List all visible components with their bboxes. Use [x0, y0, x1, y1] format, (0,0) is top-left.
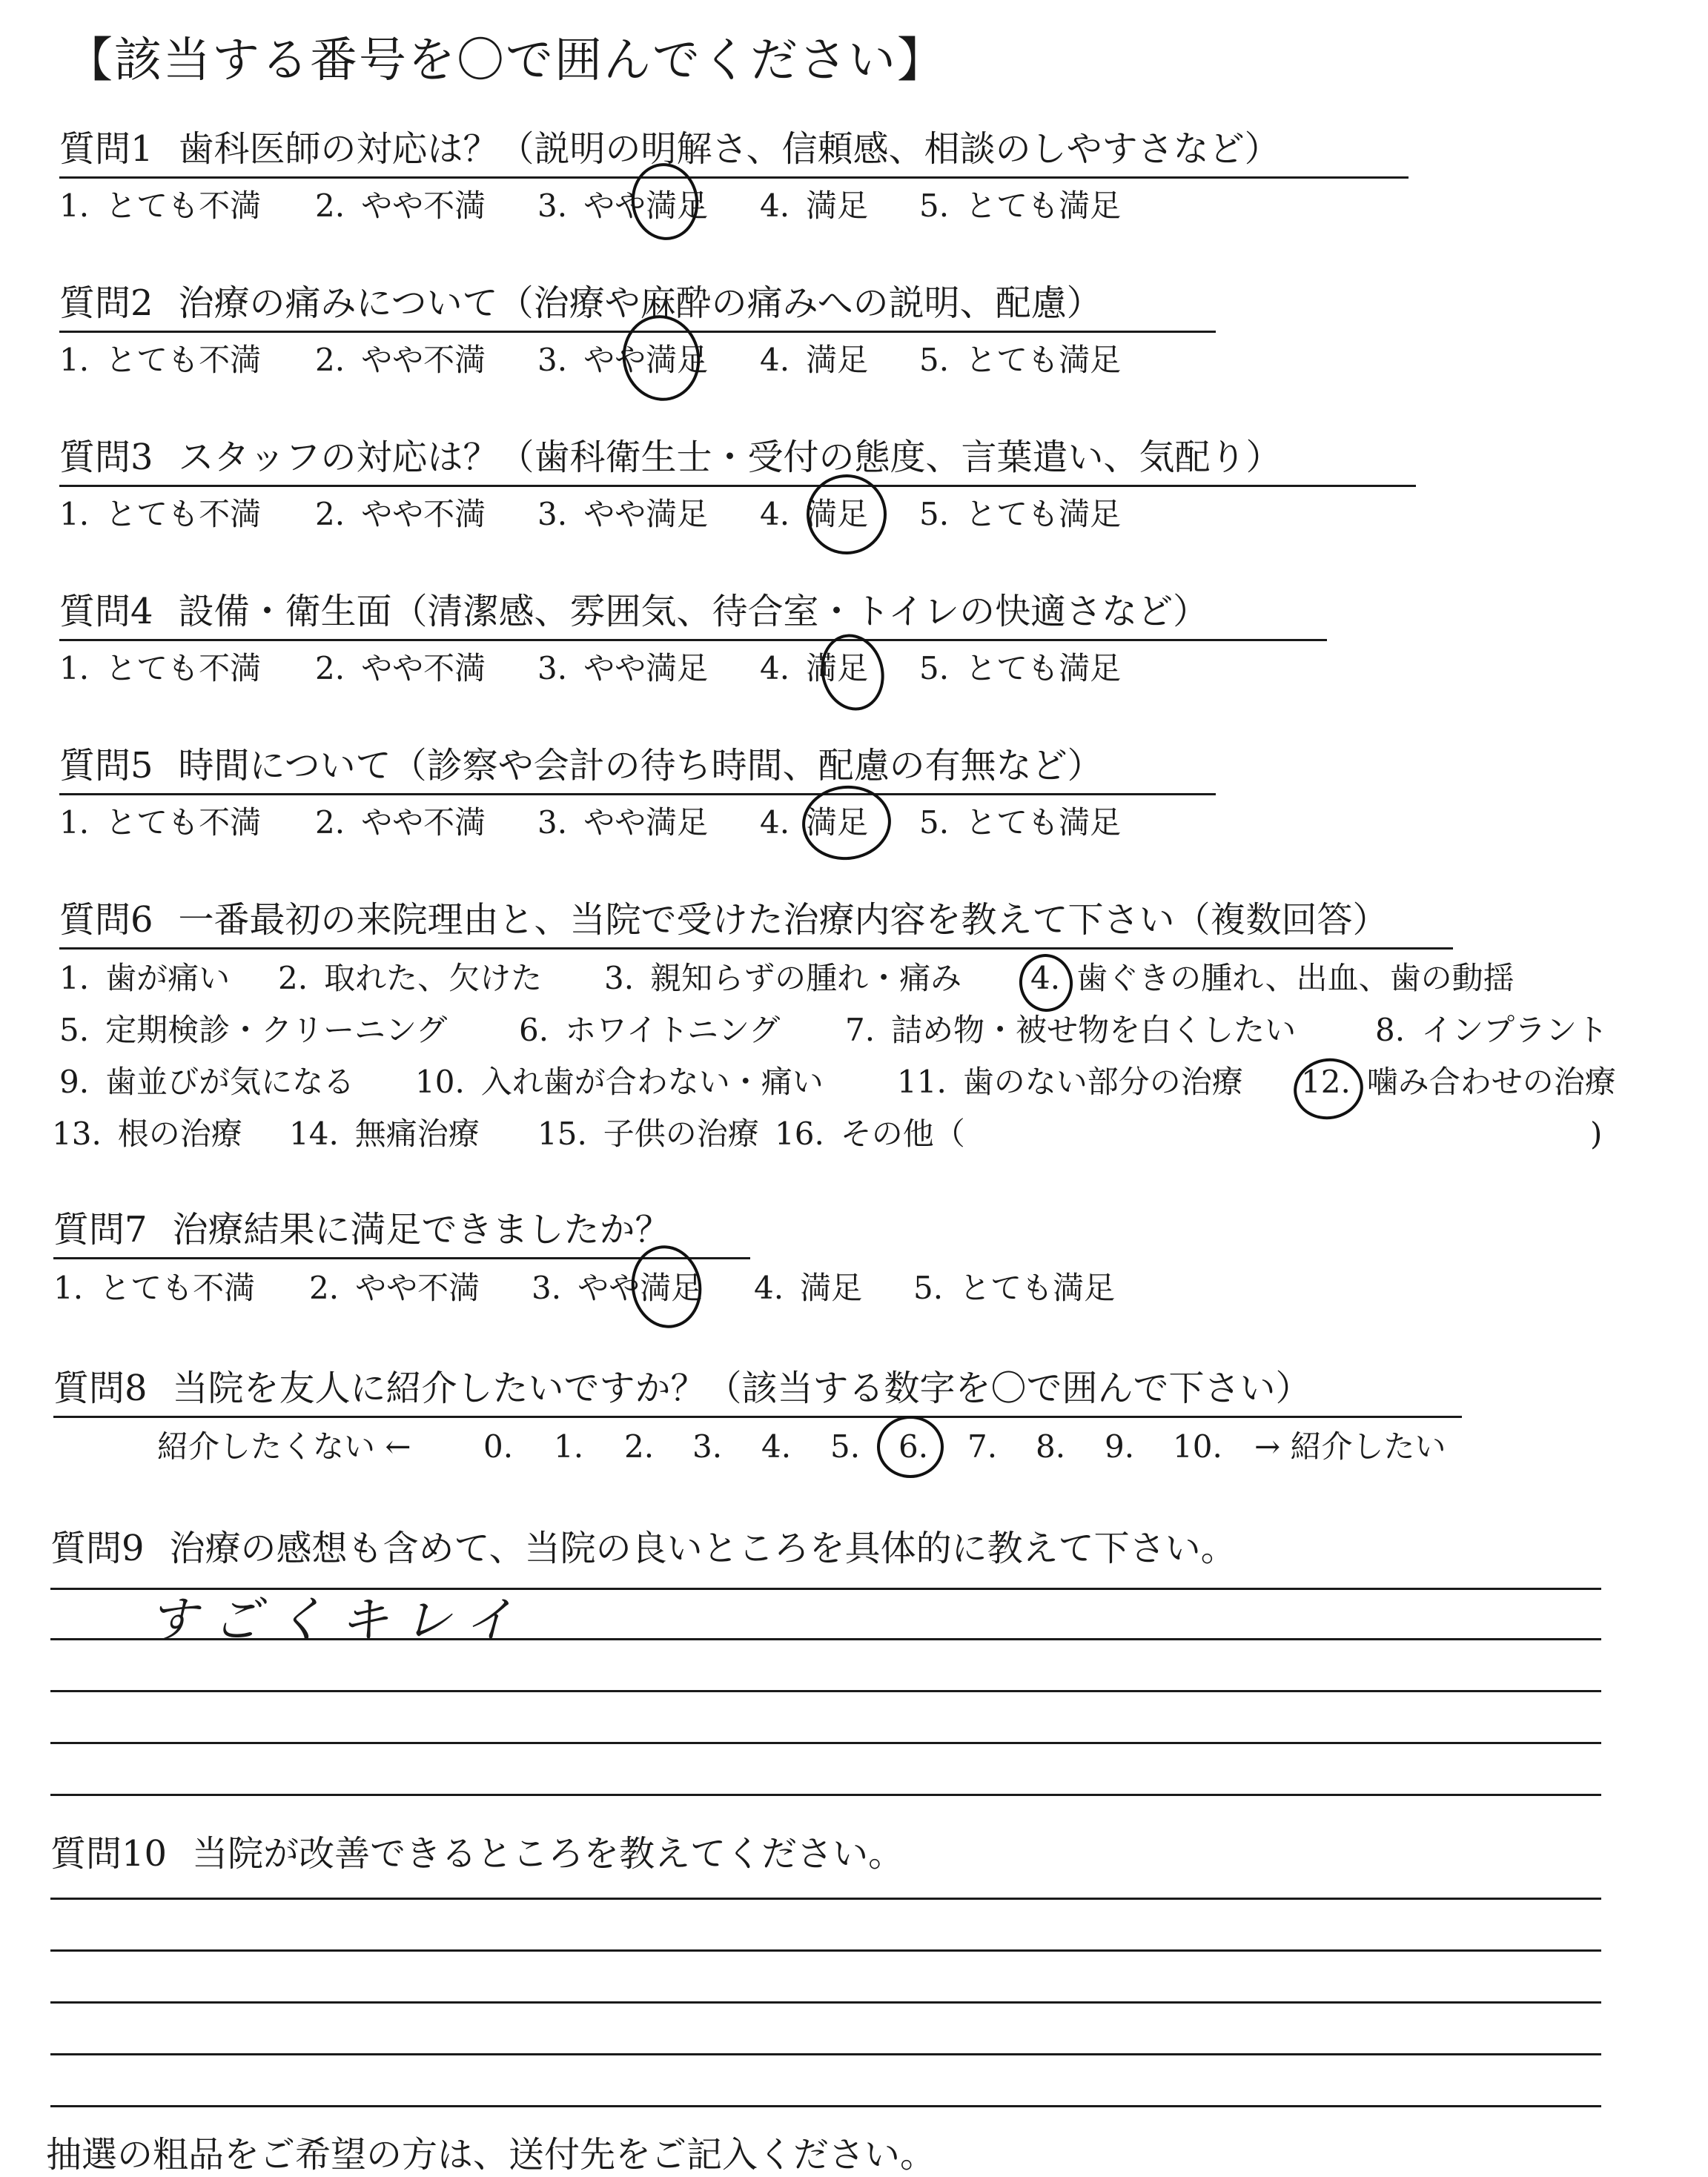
- q3-option-1[interactable]: 1. とても不満: [59, 496, 262, 532]
- q8-score-2[interactable]: 2.: [624, 1428, 655, 1465]
- q4-option-1[interactable]: 1. とても不満: [59, 650, 262, 686]
- q8-score-8[interactable]: 8.: [1036, 1428, 1066, 1465]
- question-9-title: [50, 1525, 1237, 1576]
- question-6-text: 一番最初の来院理由と、当院で受けた治療内容を教えて下さい（複数回答）: [178, 899, 1388, 941]
- question-5-title: [59, 743, 1216, 795]
- q7-option-4[interactable]: 4. 満足: [754, 1270, 863, 1306]
- question-2-title: [59, 280, 1216, 333]
- q2-option-1[interactable]: 1. とても不満: [59, 342, 262, 378]
- q4-option-3[interactable]: 3. やや満足: [537, 650, 709, 686]
- q6-option-4[interactable]: 4. 歯ぐきの腫れ、出血、歯の動揺: [1030, 960, 1515, 996]
- question-1-options: [59, 185, 1320, 230]
- q5-option-1[interactable]: 1. とても不満: [59, 804, 262, 841]
- q7-option-3[interactable]: 3. やや満足: [532, 1270, 703, 1306]
- question-6-options-row-3: [59, 1061, 1646, 1106]
- q8-score-3[interactable]: 3.: [692, 1428, 723, 1465]
- q2-option-2[interactable]: 2. やや不満: [315, 342, 486, 378]
- q8-score-6[interactable]: 6.: [898, 1428, 929, 1465]
- question-7-options: [53, 1268, 1314, 1312]
- question-6-options-row-1: [59, 958, 1616, 1002]
- q5-option-3[interactable]: 3. やや満足: [537, 804, 709, 841]
- q1-option-3[interactable]: 3. やや満足: [537, 188, 709, 224]
- q6-option-11[interactable]: 11. 歯のない部分の治療: [897, 1064, 1243, 1100]
- question-4-number: 質問4: [59, 591, 153, 632]
- q8-score-7[interactable]: 7.: [967, 1428, 998, 1465]
- question-4-options: [59, 648, 1320, 692]
- question-6-title: [59, 897, 1453, 950]
- q2-option-4[interactable]: 4. 満足: [760, 342, 869, 378]
- q8-score-0[interactable]: 0.: [483, 1428, 514, 1465]
- question-6-options-row-4: [52, 1113, 1609, 1158]
- q5-option-5[interactable]: 5. とても満足: [919, 804, 1122, 841]
- question-4-text: 設備・衛生面（清潔感、雰囲気、待合室・トイレの快適さなど）: [178, 591, 1209, 632]
- q10-answer-line-1[interactable]: [50, 1898, 1601, 1900]
- question-2-options: [59, 339, 1320, 384]
- q6-option-14[interactable]: 14. 無痛治療: [289, 1116, 480, 1152]
- q10-answer-line-2[interactable]: [50, 1949, 1601, 1952]
- q7-option-5[interactable]: 5. とても満足: [913, 1270, 1116, 1306]
- question-2-text: 治療の痛みについて（治療や麻酔の痛みへの説明、配慮）: [178, 282, 1102, 324]
- q7-option-1[interactable]: 1. とても不満: [53, 1270, 256, 1306]
- question-4-title: [59, 589, 1327, 641]
- q1-option-2[interactable]: 2. やや不満: [315, 188, 486, 224]
- q6-option-12[interactable]: 12. 噛み合わせの治療: [1301, 1064, 1616, 1100]
- question-8-text: 当院を友人に紹介したいですか？（該当する数字を〇で囲んで下さい）: [172, 1368, 1311, 1409]
- q6-option-7[interactable]: 7. 詰め物・被せ物を白くしたい: [845, 1012, 1297, 1048]
- question-10-title: [50, 1831, 904, 1881]
- q5-option-4[interactable]: 4. 満足: [760, 804, 869, 841]
- q1-option-4[interactable]: 4. 満足: [760, 188, 869, 224]
- question-9-number: 質問9: [50, 1528, 145, 1569]
- question-1-text: 歯科医師の対応は？（説明の明解さ、信頼感、相談のしやすさなど）: [178, 128, 1280, 170]
- question-1-number: 質問1: [59, 128, 153, 170]
- q10-answer-line-5[interactable]: [50, 2105, 1601, 2107]
- q6-option-15[interactable]: 15. 子供の治療: [537, 1116, 759, 1152]
- q6-option-8[interactable]: 8. インプラント: [1375, 1012, 1609, 1048]
- q8-score-9[interactable]: 9.: [1105, 1428, 1135, 1465]
- question-8-scale: [157, 1426, 1492, 1471]
- q9-answer-line-4[interactable]: [50, 1742, 1601, 1744]
- prize-request-note: 抽選の粗品をご希望の方は、送付先をご記入ください。: [46, 2134, 936, 2176]
- q10-answer-line-4[interactable]: [50, 2053, 1601, 2055]
- q3-option-4[interactable]: 4. 満足: [760, 496, 869, 532]
- q2-option-5[interactable]: 5. とても満足: [919, 342, 1122, 378]
- question-8-title: [53, 1365, 1462, 1418]
- question-6-options-row-2: [59, 1010, 1616, 1054]
- q6-option-16[interactable]: 16. その他（: [775, 1116, 965, 1152]
- question-3-number: 質問3: [59, 437, 153, 478]
- question-7-text: 治療結果に満足できましたか？: [172, 1209, 671, 1250]
- q6-option-10[interactable]: 10. 入れ歯が合わない・痛い: [415, 1064, 824, 1100]
- q6-option-5[interactable]: 5. 定期検診・クリーニング: [59, 1012, 448, 1048]
- q6-option-1[interactable]: 1. 歯が痛い: [59, 960, 231, 996]
- question-3-options: [59, 494, 1320, 538]
- question-7-number: 質問7: [53, 1209, 148, 1250]
- q8-score-4[interactable]: 4.: [761, 1428, 792, 1465]
- q8-left-label: 紹介したくない ←: [157, 1428, 411, 1465]
- question-2-number: 質問2: [59, 282, 153, 324]
- q7-option-2[interactable]: 2. やや不満: [309, 1270, 480, 1306]
- q6-option-6[interactable]: 6. ホワイトニング: [519, 1012, 781, 1048]
- q2-option-3[interactable]: 3. やや満足: [537, 342, 709, 378]
- question-9-text: 治療の感想も含めて、当院の良いところを具体的に教えて下さい。: [169, 1528, 1237, 1569]
- question-5-text: 時間について（診察や会計の待ち時間、配慮の有無など）: [178, 745, 1103, 786]
- q9-handwritten-answer: すごくキレイ: [148, 1591, 529, 1649]
- q1-option-1[interactable]: 1. とても不満: [59, 188, 262, 224]
- q6-option-9[interactable]: 9. 歯並びが気になる: [59, 1064, 355, 1100]
- q3-option-3[interactable]: 3. やや満足: [537, 496, 709, 532]
- q9-answer-line-3[interactable]: [50, 1690, 1601, 1692]
- q5-option-2[interactable]: 2. やや不満: [315, 804, 486, 841]
- q8-right-label: → 紹介したい: [1254, 1428, 1446, 1465]
- q1-option-5[interactable]: 5. とても満足: [919, 188, 1122, 224]
- question-10-text: 当院が改善できるところを教えてください。: [192, 1833, 904, 1875]
- q6-option-2[interactable]: 2. 取れた、欠けた: [278, 960, 543, 996]
- instruction-header: 【該当する番号を〇で囲んでください】: [65, 33, 946, 88]
- q4-option-4[interactable]: 4. 満足: [760, 650, 869, 686]
- question-10-number: 質問10: [50, 1833, 168, 1875]
- question-1-title: [59, 126, 1409, 179]
- q10-answer-line-3[interactable]: [50, 2001, 1601, 2004]
- question-5-number: 質問5: [59, 745, 153, 786]
- question-8-number: 質問8: [53, 1368, 148, 1409]
- question-3-title: [59, 434, 1416, 487]
- question-5-options: [59, 802, 1320, 846]
- q6-option-13[interactable]: 13. 根の治療: [52, 1116, 242, 1152]
- q3-option-5[interactable]: 5. とても満足: [919, 496, 1122, 532]
- q3-option-2[interactable]: 2. やや不満: [315, 496, 486, 532]
- question-3-text: スタッフの対応は？（歯科衛生士・受付の態度、言葉遣い、気配り）: [178, 437, 1282, 478]
- question-6-number: 質問6: [59, 899, 153, 941]
- q6-other-close-paren: ): [1590, 1116, 1603, 1152]
- q8-score-5[interactable]: 5.: [830, 1428, 861, 1465]
- q4-option-5[interactable]: 5. とても満足: [919, 650, 1122, 686]
- q8-score-10[interactable]: 10.: [1173, 1428, 1222, 1465]
- q4-option-2[interactable]: 2. やや不満: [315, 650, 486, 686]
- q9-answer-line-5[interactable]: [50, 1794, 1601, 1796]
- q8-score-1[interactable]: 1.: [554, 1428, 584, 1465]
- q6-option-3[interactable]: 3. 親知らずの腫れ・痛み: [604, 960, 962, 996]
- question-7-title: [53, 1207, 750, 1259]
